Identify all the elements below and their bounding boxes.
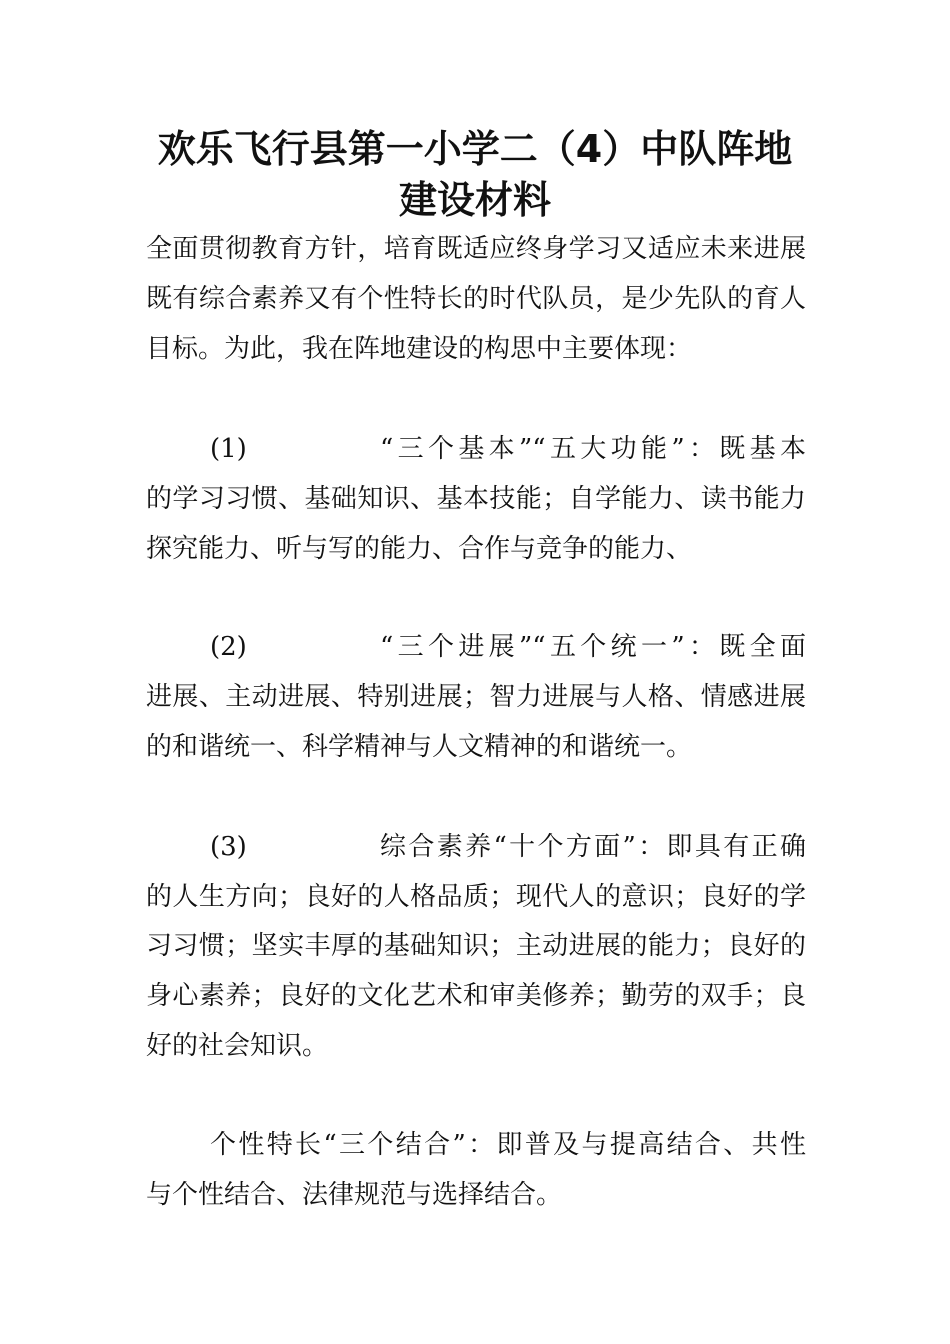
section-1-line-2: 的学习习惯、基础知识、基本技能；自学能力、读书能力: [146, 484, 806, 514]
section-2-number: (2): [210, 632, 247, 662]
section-2-heading: “三个进展”“五个统一”：既全面: [380, 632, 806, 662]
document-title-line-2: 建设材料: [398, 178, 551, 222]
intro-line-2: 既有综合素养又有个性特长的时代队员，是少先队的育人: [146, 284, 806, 314]
section-4-first-line: 个性特长“三个结合”：即普及与提高结合、共性: [210, 1130, 806, 1160]
intro-line-1: 全面贯彻教育方针，培育既适应终身学习又适应未来进展: [146, 234, 806, 264]
section-2-line-2: 进展、主动进展、特别进展；智力进展与人格、情感进展: [146, 682, 806, 712]
section-3-line-2: 的人生方向；良好的人格品质；现代人的意识；良好的学: [146, 882, 806, 912]
section-3-number: (3): [210, 832, 247, 862]
section-1-line-3: 探究能力、听与写的能力、合作与竞争的能力、: [146, 534, 693, 564]
section-1-heading: “三个基本”“五大功能”：既基本: [380, 434, 806, 464]
section-3-heading: 综合素养“十个方面”：即具有正确: [380, 832, 806, 862]
section-4-line-2: 与个性结合、法律规范与选择结合。: [146, 1180, 563, 1210]
section-2-line-3: 的和谐统一、科学精神与人文精神的和谐统一。: [146, 732, 693, 762]
document-title-line-1: 欢乐飞行县第一小学二（4）中队阵地: [157, 127, 793, 171]
section-1-number: (1): [210, 434, 247, 464]
section-3-line-4: 身心素养；良好的文化艺术和审美修养；勤劳的双手；良: [146, 981, 806, 1011]
section-3-line-3: 习习惯；坚实丰厚的基础知识；主动进展的能力；良好的: [146, 931, 806, 961]
intro-line-3: 目标。为此，我在阵地建设的构思中主要体现：: [146, 334, 693, 364]
section-3-line-5: 好的社会知识。: [146, 1031, 329, 1061]
